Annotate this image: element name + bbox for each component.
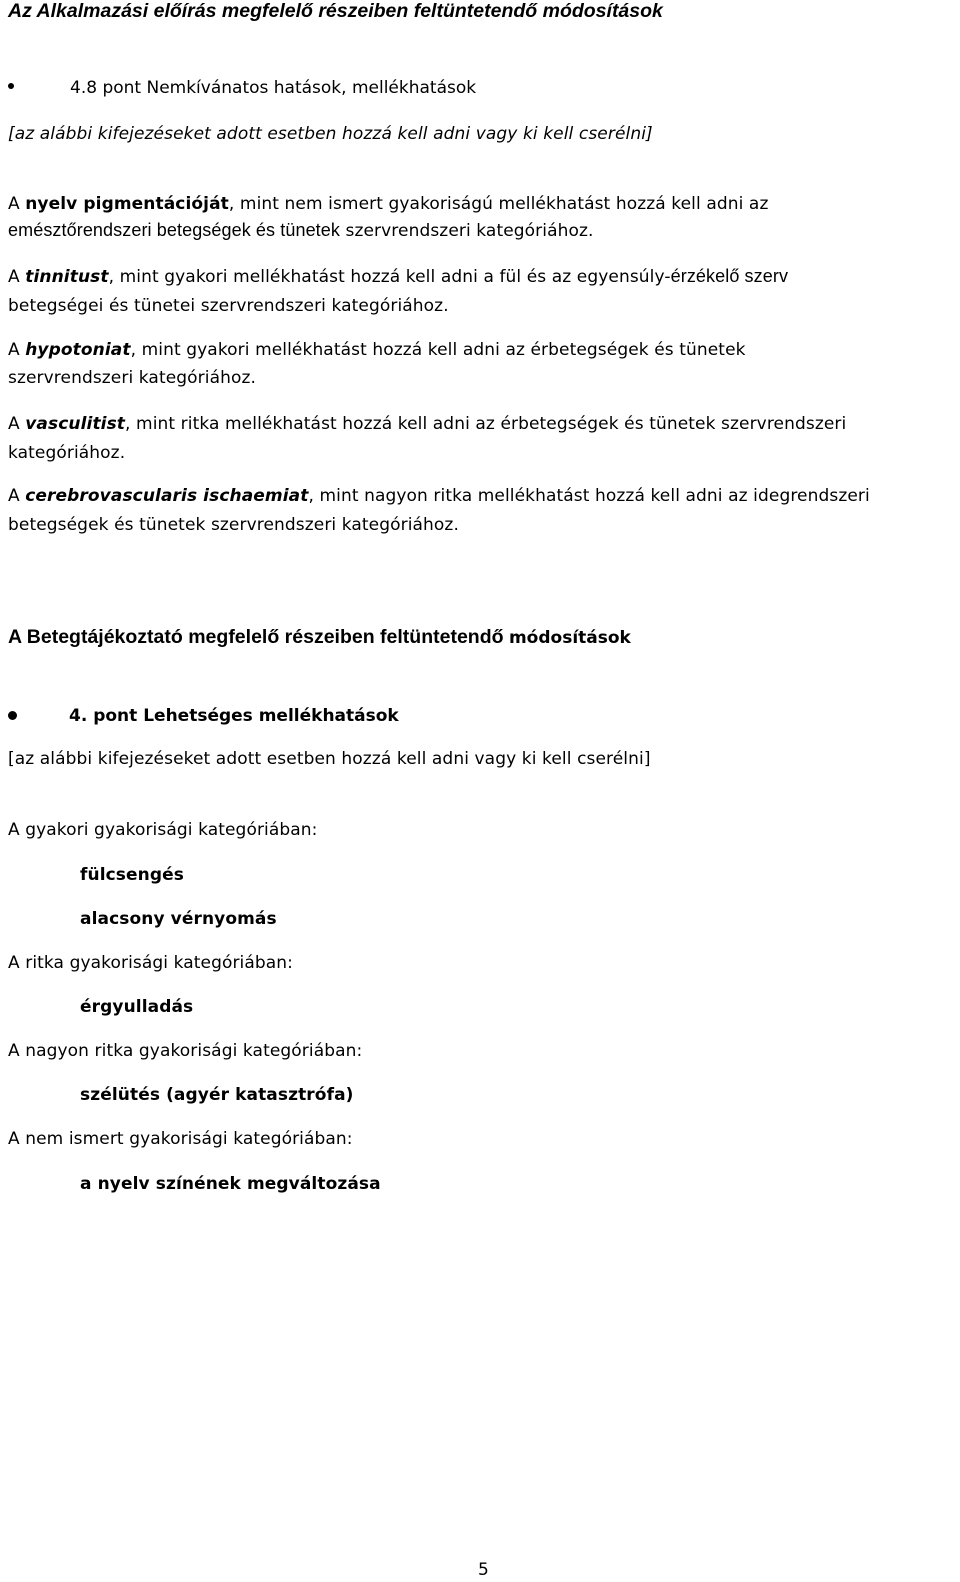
paragraph-1-line-1: A nyelv pigmentációját, mint nem ismert gyakoriságú mellékhatást hozzá kell adni az xyxy=(8,194,769,214)
paragraph-4-line-1: A vasculitist, mint ritka mellékhatást hozzá kell adni az érbetegségek és tünetek szervrendszeri xyxy=(8,414,847,434)
frequency-label-ritka: A ritka gyakorisági kategóriában: xyxy=(8,953,294,973)
bullet-heading-text: 4. pont Lehetséges mellékhatások xyxy=(69,706,399,726)
term-hypotonia: hypotoniat xyxy=(25,340,131,360)
page-number: 5 xyxy=(478,1560,489,1580)
term-cerebrovascularis-ischaemia: cerebrovascularis ischaemiat xyxy=(25,486,309,506)
frequency-label-nagyon-ritka: A nagyon ritka gyakorisági kategóriában: xyxy=(8,1041,363,1061)
side-effect-item: szélütés (agyér katasztrófa) xyxy=(80,1085,354,1105)
side-effect-item: a nyelv színének megváltozása xyxy=(80,1174,381,1194)
side-effect-item: érgyulladás xyxy=(80,997,194,1017)
frequency-label-nem-ismert: A nem ismert gyakorisági kategóriában: xyxy=(8,1129,353,1149)
bullet-icon xyxy=(8,83,14,89)
paragraph-3-line-1: A hypotoniat, mint gyakori mellékhatást hozzá kell adni az érbetegségek és tünetek xyxy=(8,340,746,360)
paragraph-3-line-2: szervrendszeri kategóriához. xyxy=(8,368,256,388)
section2-instruction: [az alábbi kifejezéseket adott esetben hozzá kell adni vagy ki kell cserélni] xyxy=(8,749,651,769)
paragraph-5-line-1: A cerebrovascularis ischaemiat, mint nagyon ritka mellékhatást hozzá kell adni az idegrendszeri xyxy=(8,486,870,506)
paragraph-1-line-2: emésztőrendszeri betegségek és tünetek szervrendszeri kategóriához. xyxy=(8,220,594,241)
side-effect-item: alacsony vérnyomás xyxy=(80,909,277,929)
section2-bullet-heading xyxy=(8,706,399,726)
section1-bullet-heading xyxy=(8,78,476,98)
side-effect-item: fülcsengés xyxy=(80,865,184,885)
paragraph-4-line-2: kategóriához. xyxy=(8,443,126,463)
paragraph-2-line-1: A tinnitust, mint gyakori mellékhatást hozzá kell adni a fül és az egyensúly-érzékelő szerv xyxy=(8,266,789,287)
paragraph-2-line-2: betegségei és tünetei szervrendszeri kategóriához. xyxy=(8,296,449,316)
section1-instruction: [az alábbi kifejezéseket adott esetben hozzá kell adni vagy ki kell cserélni] xyxy=(8,124,653,144)
section2-title: A Betegtájékoztató megfelelő részeiben feltüntetendő módosítások xyxy=(8,626,631,648)
term-nyelv-pigmentacio: nyelv pigmentációját xyxy=(25,194,229,214)
frequency-label-gyakori: A gyakori gyakorisági kategóriában: xyxy=(8,820,318,840)
term-vasculitis: vasculitist xyxy=(25,414,126,434)
paragraph-5-line-2: betegségek és tünetek szervrendszeri kategóriához. xyxy=(8,515,459,535)
bullet-icon xyxy=(8,711,17,720)
bullet-heading-text: 4.8 pont Nemkívánatos hatások, mellékhatások xyxy=(70,78,477,98)
section1-title: Az Alkalmazási előírás megfelelő részeiben feltüntetendő módosítások xyxy=(8,0,663,22)
term-tinnitus: tinnitust xyxy=(25,267,109,287)
